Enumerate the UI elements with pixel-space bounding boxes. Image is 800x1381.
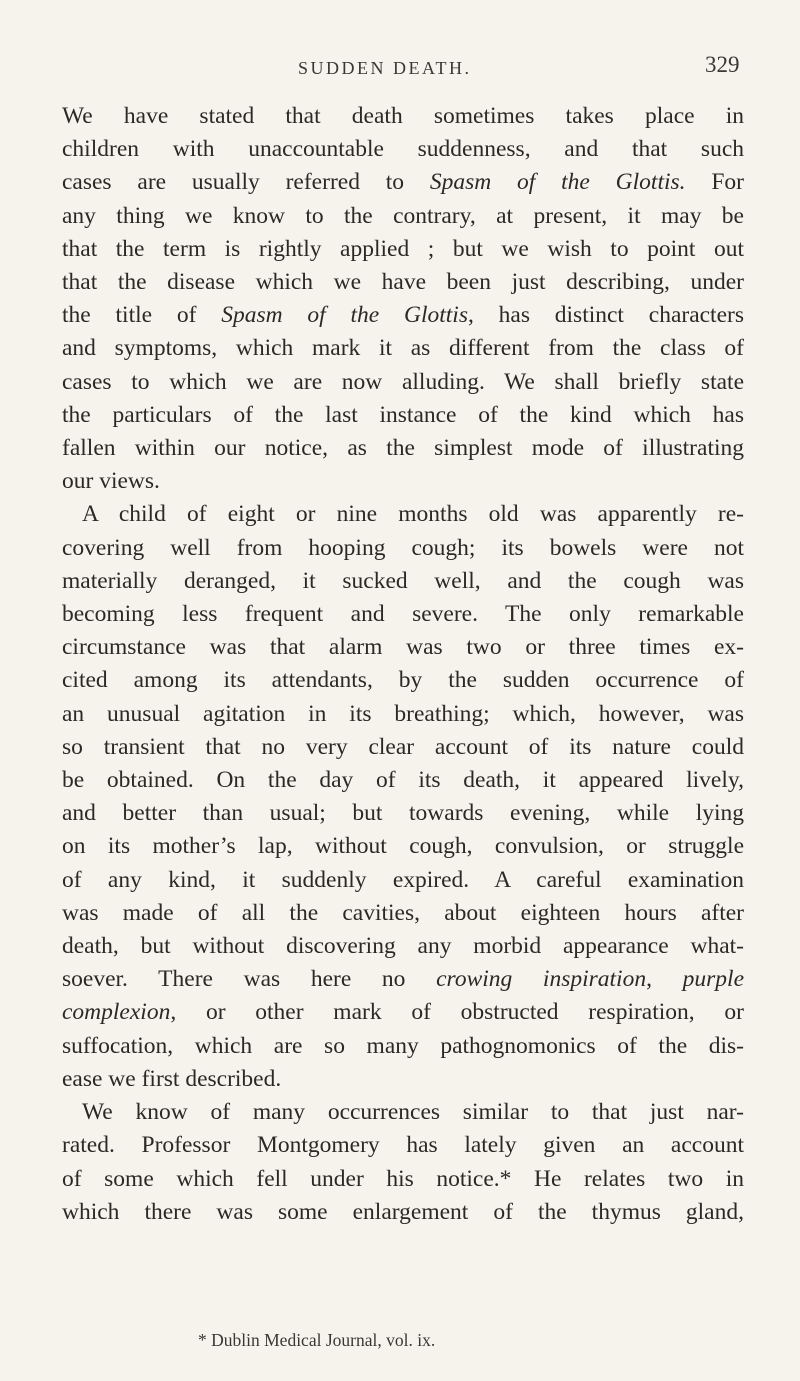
text-line (62, 1030, 744, 1063)
text-line (62, 830, 744, 863)
text-line (62, 233, 744, 266)
text-line (62, 664, 744, 697)
body-text (62, 100, 744, 1229)
text-line (62, 498, 744, 531)
italic-text-segment: Spasm of the Glottis. (429, 169, 686, 196)
text-line (62, 266, 744, 299)
text-line (62, 764, 744, 797)
text-segment: , or other mark of obstructed respiration, or (170, 999, 744, 1026)
text-segment: death, but without discovering any morbid appearance what- (62, 933, 744, 960)
italic-text-segment: crowing inspiration (436, 966, 647, 993)
text-segment: ease we first described. (62, 1065, 282, 1092)
text-line (62, 532, 744, 565)
text-line (62, 133, 744, 166)
text-segment: suffocation, which are so many pathognomonics of the dis- (62, 1032, 744, 1059)
text-line (62, 1063, 744, 1096)
text-line (62, 797, 744, 830)
page-number: 329 (705, 52, 740, 77)
text-line (62, 1129, 744, 1162)
italic-text-segment: Spasm of the Glottis (221, 302, 468, 329)
text-segment: We have stated that death sometimes takes place in (62, 103, 744, 129)
text-segment: the title of (62, 302, 222, 329)
text-line (62, 299, 744, 332)
text-line (62, 731, 744, 764)
text-segment: becoming less frequent and severe. The only remarkable (62, 601, 744, 628)
text-line (62, 864, 744, 897)
text-segment: that the term is rightly applied ; but we wish to point out (62, 235, 744, 262)
text-segment: of any kind, it suddenly expired. A careful examination (62, 866, 744, 893)
text-line (62, 166, 744, 199)
text-segment: of some which fell under his notice.* He relates two in (62, 1165, 744, 1192)
text-segment: so transient that no very clear account of its nature could (62, 733, 744, 760)
text-segment: For (685, 169, 744, 196)
text-segment: any thing we know to the contrary, at present, it may be (62, 202, 744, 229)
text-segment: , has distinct characters (467, 302, 744, 329)
text-segment: rated. Professor Montgomery has lately given an account (62, 1132, 744, 1159)
text-line (62, 100, 744, 133)
text-segment: covering well from hooping cough; its bowels were not (62, 534, 744, 561)
text-segment: on its mother’s lap, without cough, convulsion, or struggle (62, 833, 744, 860)
text-line (62, 399, 744, 432)
italic-text-segment: complexion (62, 999, 171, 1026)
running-title: SUDDEN DEATH. (298, 58, 472, 78)
text-line (62, 200, 744, 233)
text-segment: circumstance was that alarm was two or three times ex- (62, 634, 744, 661)
text-segment: and symptoms, which mark it as different from the class of (62, 335, 744, 362)
text-segment: our views. (62, 468, 160, 495)
text-segment: which there was some enlargement of the thymus gland, (62, 1198, 744, 1225)
text-line (62, 598, 744, 631)
text-line (62, 1096, 744, 1129)
text-line (62, 432, 744, 465)
text-segment: cases to which we are now alluding. We shall briefly state (62, 368, 744, 395)
text-segment: the particulars of the last instance of the kind which has (62, 401, 744, 428)
text-segment: was made of all the cavities, about eighteen hours after (62, 899, 744, 926)
text-line (62, 996, 744, 1029)
text-segment: children with unaccountable suddenness, and that such (62, 136, 744, 163)
text-line (62, 963, 744, 996)
text-segment: cases are usually referred to (62, 169, 430, 196)
text-line (62, 1196, 744, 1229)
text-segment: A child of eight or nine months old was apparently re- (82, 501, 744, 528)
text-line (62, 332, 744, 365)
footnote: * Dublin Medical Journal, vol. ix. (198, 1330, 436, 1350)
text-line (62, 897, 744, 930)
text-line (62, 631, 744, 664)
text-line (62, 698, 744, 731)
text-line (62, 930, 744, 963)
italic-text-segment: purple (682, 966, 744, 993)
text-segment: be obtained. On the day of its death, it appeared lively, (62, 767, 744, 794)
text-line (62, 366, 744, 399)
text-segment: soever. There was here no (62, 966, 437, 993)
text-segment: , (646, 966, 683, 993)
text-line (62, 465, 744, 498)
text-line (62, 565, 744, 598)
text-segment: cited among its attendants, by the sudden occurrence of (62, 667, 744, 694)
text-segment: that the disease which we have been just describing, under (62, 269, 744, 296)
text-segment: materially deranged, it sucked well, and the cough was (62, 567, 744, 594)
text-segment: and better than usual; but towards evening, while lying (62, 800, 744, 827)
text-segment: an unusual agitation in its breathing; which, however, was (62, 700, 744, 727)
text-line (62, 1163, 744, 1196)
text-segment: fallen within our notice, as the simplest mode of illustrating (62, 435, 744, 462)
text-segment: We know of many occurrences similar to that just nar- (82, 1099, 744, 1126)
